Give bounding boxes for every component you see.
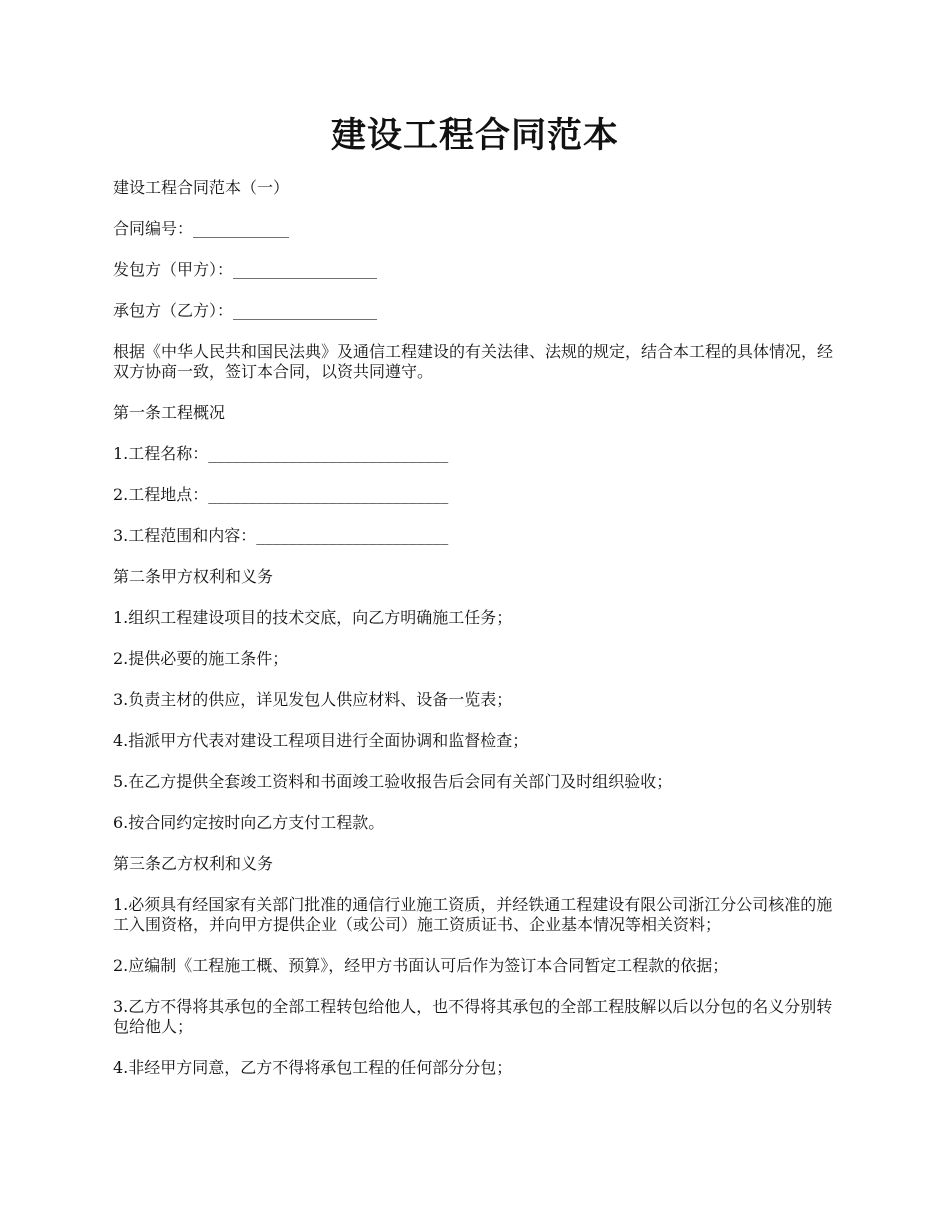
party-a-duty-6: 6.按合同约定按时向乙方支付工程款。 [113,813,385,832]
project-location-line: 2.工程地点：______________________________ [113,485,449,504]
contract-subtitle: 建设工程合同范本（一） [113,178,290,197]
party-a-duty-4: 4.指派甲方代表对建设工程项目进行全面协调和监督检查； [113,731,529,750]
article-1-heading: 第一条工程概况 [113,403,226,422]
document-title: 建设工程合同范本 [330,115,619,156]
party-a-line: 发包方（甲方）：__________________ [113,260,378,279]
party-a-duty-2: 2.提供必要的施工条件； [113,649,289,668]
party-a-duty-3: 3.负责主材的供应，详见发包人供应材料、设备一览表； [113,690,513,709]
party-a-duty-1: 1.组织工程建设项目的技术交底，向乙方明确施工任务； [113,608,513,627]
party-b-duty-3: 3.乙方不得将其承包的全部工程转包给他人，也不得将其承包的全部工程肢解以后以分包的名义分别转包给他人； [113,997,833,1036]
article-2-heading: 第二条甲方权利和义务 [113,567,274,586]
party-b-duty-1: 1.必须具有经国家有关部门批准的通信行业施工资质，并经铁通工程建设有限公司浙江分公司核准的施工入围资格，并向甲方提供企业（或公司）施工资质证书、企业基本情况等相关资料； [113,895,833,934]
project-scope-line: 3.工程范围和内容：________________________ [113,526,449,545]
article-3-heading: 第三条乙方权利和义务 [113,854,274,873]
project-name-line: 1.工程名称：______________________________ [113,444,449,463]
party-b-duty-4: 4.非经甲方同意，乙方不得将承包工程的任何部分分包； [113,1058,513,1077]
party-b-line: 承包方（乙方）：__________________ [113,301,378,320]
party-b-duty-2: 2.应编制《工程施工概、预算》，经甲方书面认可后作为签订本合同暂定工程款的依据； [113,956,729,975]
document-body [113,178,841,1099]
preamble-paragraph: 根据《中华人民共和国民法典》及通信工程建设的有关法律、法规的规定，结合本工程的具体情况，经双方协商一致，签订本合同，以资共同遵守。 [113,342,834,381]
party-a-duty-5: 5.在乙方提供全套竣工资料和书面竣工验收报告后会同有关部门及时组织验收； [113,772,673,791]
contract-number-line: 合同编号：____________ [113,219,290,238]
